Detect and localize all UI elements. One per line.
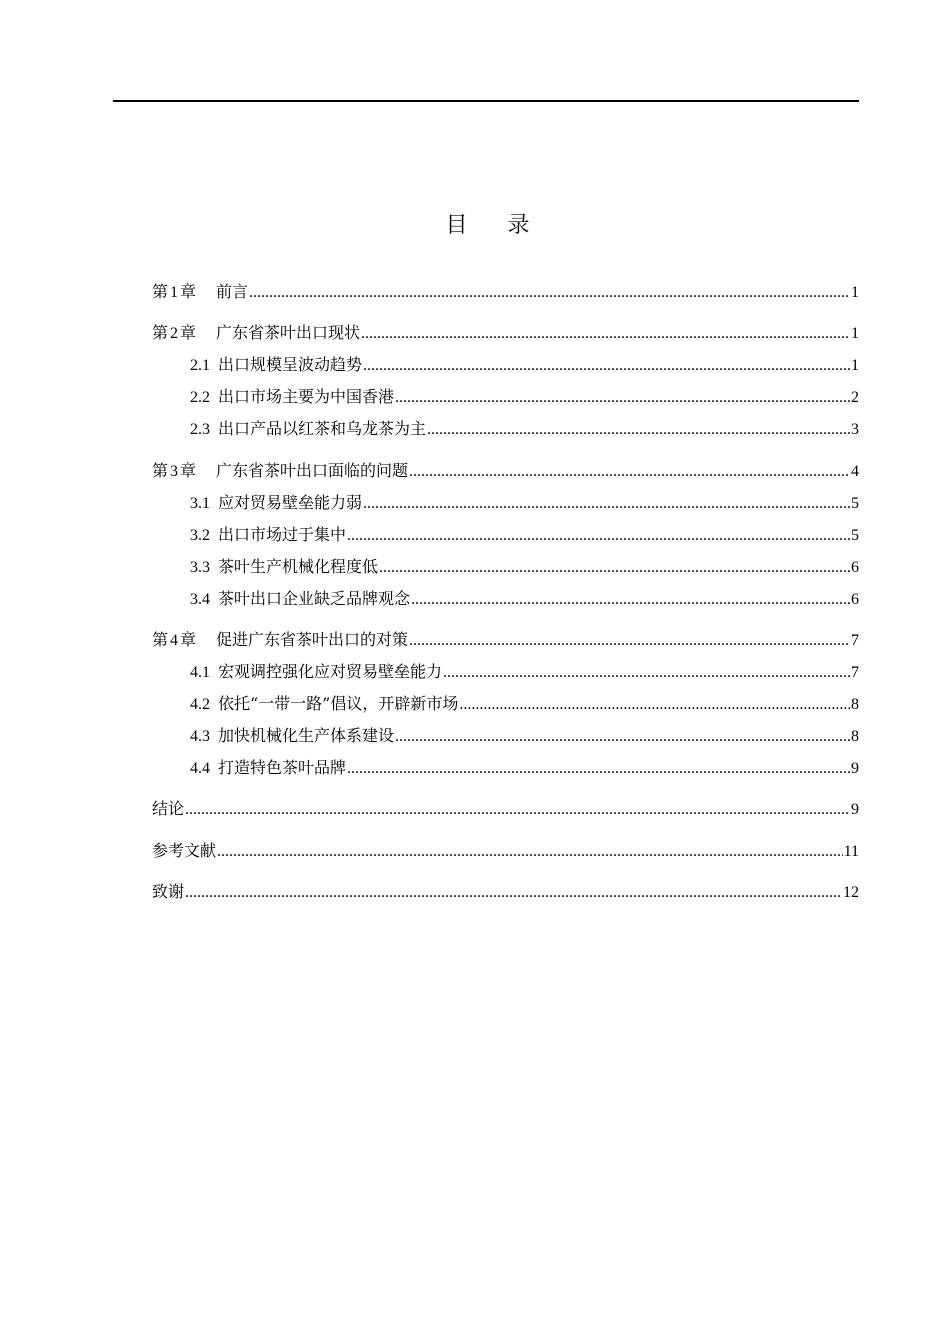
page-number: 1 [851, 284, 859, 301]
leader-dots [427, 418, 850, 442]
page-number: 8 [851, 728, 859, 745]
leader-dots [443, 661, 850, 685]
page-number: 5 [851, 527, 859, 544]
leader-dots [379, 556, 850, 580]
toc-label: 广东省茶叶出口面临的问题 [216, 461, 409, 480]
toc-section-3-4[interactable] [190, 587, 859, 611]
section-number: 4.3 [190, 728, 210, 745]
leader-dots [347, 524, 850, 548]
page-number: 12 [843, 884, 859, 901]
toc-label: 出口市场主要为中国香港 [218, 387, 395, 406]
toc-label: 打造特色茶叶品牌 [218, 758, 347, 777]
toc-label: 致谢 [152, 882, 185, 901]
section-number: 3.2 [190, 527, 210, 544]
toc-label: 广东省茶叶出口现状 [216, 323, 361, 342]
leader-dots [185, 881, 842, 905]
toc-label: 茶叶生产机械化程度低 [218, 557, 379, 576]
leader-dots [185, 798, 850, 822]
toc-label: 应对贸易壁垒能力弱 [218, 493, 363, 512]
toc-section-4-3[interactable] [190, 724, 859, 748]
leader-dots [395, 386, 850, 410]
page-number: 9 [851, 760, 859, 777]
leader-dots [249, 281, 850, 305]
page-number: 6 [851, 559, 859, 576]
page-number: 11 [843, 843, 859, 860]
leader-dots [361, 322, 850, 346]
leader-dots [363, 354, 850, 378]
toc-section-4-2[interactable] [190, 692, 859, 716]
section-number: 2.1 [190, 357, 210, 374]
page-number: 2 [851, 389, 859, 406]
title-char-2: 录 [507, 213, 530, 238]
leader-dots [459, 693, 850, 717]
chapter-prefix: 第 2 章 [152, 323, 197, 342]
toc-conclusion[interactable] [152, 797, 859, 821]
toc-label: 出口产品以红茶和乌龙茶为主 [218, 419, 427, 438]
leader-dots [409, 460, 850, 484]
toc-section-3-2[interactable] [190, 523, 859, 547]
toc-label: 宏观调控强化应对贸易壁垒能力 [218, 662, 443, 681]
toc-section-4-4[interactable] [190, 756, 859, 780]
page-number: 6 [851, 591, 859, 608]
toc-references[interactable] [152, 839, 859, 863]
leader-dots [217, 840, 843, 864]
toc-acknowledgements[interactable] [152, 880, 859, 904]
page-number: 7 [851, 632, 859, 649]
toc-section-3-1[interactable] [190, 491, 859, 515]
page-number: 3 [851, 421, 859, 438]
section-number: 3.4 [190, 591, 210, 608]
page-number: 7 [851, 664, 859, 681]
toc-chapter-4[interactable] [152, 628, 859, 652]
page-number: 4 [851, 463, 859, 480]
title-char-1: 目 [445, 213, 468, 238]
page-number: 8 [851, 696, 859, 713]
toc-label: 出口规模呈波动趋势 [218, 355, 363, 374]
page-number: 9 [851, 801, 859, 818]
section-number: 4.2 [190, 696, 210, 713]
toc-label: 前言 [216, 282, 249, 301]
page-title [0, 208, 950, 244]
page-number: 5 [851, 495, 859, 512]
section-number: 4.1 [190, 664, 210, 681]
section-number: 3.3 [190, 559, 210, 576]
page-number: 1 [851, 325, 859, 342]
chapter-prefix: 第 1 章 [152, 282, 197, 301]
toc-chapter-3[interactable] [152, 459, 859, 483]
leader-dots [411, 588, 850, 612]
leader-dots [363, 492, 850, 516]
toc-label: 参考文献 [152, 841, 217, 860]
section-number: 2.3 [190, 421, 210, 438]
page-number: 1 [851, 357, 859, 374]
chapter-prefix: 第 4 章 [152, 630, 197, 649]
toc-chapter-1[interactable] [152, 280, 859, 304]
toc-section-2-2[interactable] [190, 385, 859, 409]
toc-label: 依托“一带一路”倡议，开辟新市场 [218, 694, 459, 713]
toc-section-2-3[interactable] [190, 417, 859, 441]
toc-label: 出口市场过于集中 [218, 525, 347, 544]
toc-label: 茶叶出口企业缺乏品牌观念 [218, 589, 411, 608]
toc-label: 加快机械化生产体系建设 [218, 726, 395, 745]
toc-section-2-1[interactable] [190, 353, 859, 377]
leader-dots [409, 629, 850, 653]
toc-section-3-3[interactable] [190, 555, 859, 579]
toc-chapter-2[interactable] [152, 321, 859, 345]
leader-dots [347, 757, 850, 781]
chapter-prefix: 第 3 章 [152, 461, 197, 480]
toc-label: 结论 [152, 799, 185, 818]
section-number: 4.4 [190, 760, 210, 777]
header-rule [113, 100, 859, 102]
leader-dots [395, 725, 850, 749]
toc-section-4-1[interactable] [190, 660, 859, 684]
toc-label: 促进广东省茶叶出口的对策 [216, 630, 409, 649]
section-number: 3.1 [190, 495, 210, 512]
section-number: 2.2 [190, 389, 210, 406]
